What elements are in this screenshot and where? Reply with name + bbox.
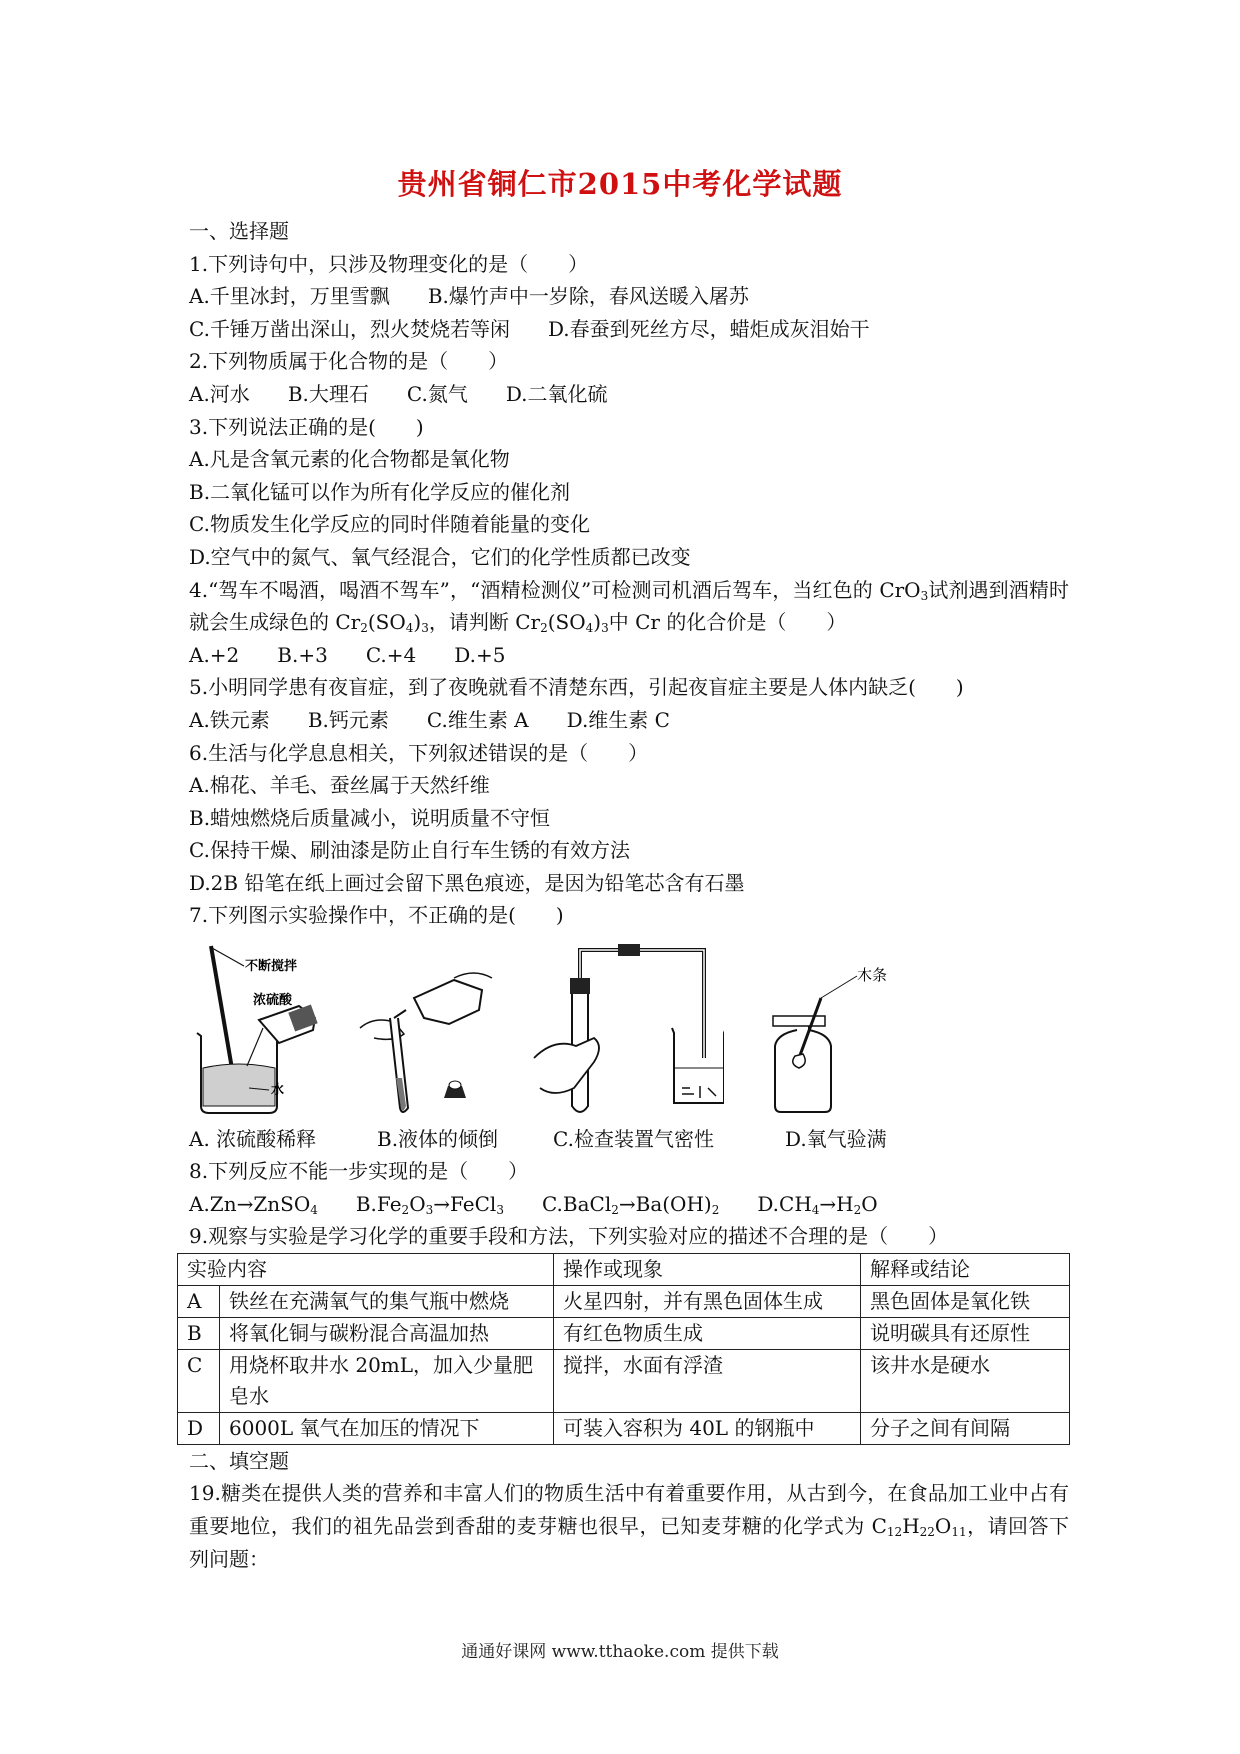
question-5-stem: 5.小明同学患有夜盲症，到了夜晚就看不清楚东西，引起夜盲症主要是人体内缺乏( ) <box>189 675 964 700</box>
header-phenomenon: 操作或现象 <box>554 1253 861 1285</box>
option-d: D.2B 铅笔在纸上画过会留下黑色痕迹，是因为铅笔芯含有石墨 <box>189 870 745 895</box>
table-row: B 将氧化铜与碳粉混合高温加热 有红色物质生成 说明碳具有还原性 <box>178 1317 1070 1349</box>
section-heading: 二、填空题 <box>189 1448 289 1473</box>
question-1-options-cd <box>189 313 1069 346</box>
option-a: A.棉花、羊毛、蚕丝属于天然纤维 <box>189 773 490 798</box>
option-b: $B.Fe_2O_3\to FeCl_3$ <box>355 1191 504 1217</box>
option-b: B.大理石 <box>287 381 369 406</box>
page-footer: 通通好课网 www.tthaoke.com 提供下载 <box>461 1642 779 1662</box>
question-7-stem: 7.下列图示实验操作中，不正确的是( ) <box>189 903 564 928</box>
airtightness-check-figure <box>524 938 724 1123</box>
question-8-stem: 8.下列反应不能一步实现的是（ ） <box>189 1159 529 1184</box>
question-8-options <box>189 1188 1069 1221</box>
option-a: A.千里冰封，万里雪飘 <box>189 284 390 309</box>
option-a: A.凡是含氧元素的化合物都是氧化物 <box>189 447 510 472</box>
question-9-stem: 9.观察与实验是学习化学的重要手段和方法，下列实验对应的描述不合理的是（ ） <box>189 1224 949 1249</box>
option-c: C.检查装置气密性 <box>553 1127 714 1152</box>
question-2-options <box>189 378 1069 411</box>
option-b: B.二氧化锰可以作为所有化学反应的催化剂 <box>189 479 571 504</box>
stir-label: 不断搅拌 <box>245 959 298 975</box>
option-a: A.+2 <box>189 642 240 667</box>
exam-body <box>189 215 1069 1575</box>
table-header-row <box>178 1253 1070 1285</box>
question-3-stem: 3.下列说法正确的是( ) <box>189 414 424 439</box>
option-d: D.空气中的氮气、氧气经混合，它们的化学性质都已改变 <box>189 544 691 569</box>
option-a: A.Zn→ZnSO$_4$ <box>189 1191 318 1217</box>
option-d: $D.CH_4\to H_2O$ <box>757 1191 878 1217</box>
option-a: A. 浓硫酸稀释 <box>189 1127 317 1152</box>
option-c: C.+4 <box>365 642 417 667</box>
table-row: C 用烧杯取井水 20mL，加入少量肥皂水 搅拌，水面有浮渣 该井水是硬水 <box>178 1349 1070 1412</box>
section-heading: 一、选择题 <box>189 219 289 243</box>
option-b: B.液体的倾倒 <box>377 1127 499 1152</box>
option-c: C.保持干燥、刷油漆是防止自行车生锈的有效方法 <box>189 838 630 863</box>
option-d: D.+5 <box>454 642 506 667</box>
option-b: B.蜡烛燃烧后质量减小，说明质量不守恒 <box>189 805 551 830</box>
option-b: B.+3 <box>277 642 328 667</box>
option-c: C.物质发生化学反应的同时伴随着能量的变化 <box>189 512 590 537</box>
question-4-options <box>189 639 1069 672</box>
option-c: C.千锤万凿出深山，烈火焚烧若等闲 <box>189 316 510 341</box>
option-b: B.爆竹声中一岁除，春风送暖入屠苏 <box>427 284 749 309</box>
table-row: D 6000L 氧气在加压的情况下 可装入容积为 40L 的钢瓶中 分子之间有间隔 <box>178 1412 1070 1444</box>
option-d: D.春蚕到死丝方尽，蜡炬成灰泪始干 <box>547 316 870 341</box>
question-1-stem: 1.下列诗句中，只涉及物理变化的是（ ） <box>189 251 589 276</box>
stick-label: 木条 <box>857 966 888 985</box>
question-1-options-ab <box>189 280 1069 313</box>
option-c: C.氮气 <box>406 381 468 406</box>
oxygen-test-figure <box>769 938 919 1123</box>
header-content: 实验内容 <box>178 1253 554 1285</box>
question-6-stem: 6.生活与化学息息相关，下列叙述错误的是（ ） <box>189 740 649 765</box>
acid-label: 浓硫酸 <box>253 993 293 1009</box>
question-2-stem: 2.下列物质属于化合物的是（ ） <box>189 349 509 374</box>
question-4-stem: 4.“驾车不喝酒，喝酒不驾车”，“酒精检测仪”可检测司机酒后驾车，当红色的 CrO$_3$试剂遇到酒精时就会生成绿色的 $Cr_2(SO_4)_3$，请判断 $Cr_2(SO_4)_3$中 Cr 的化合价是（ ） <box>189 577 1069 636</box>
option-b: B.钙元素 <box>307 707 389 732</box>
option-a: A.铁元素 <box>189 707 270 732</box>
experiment-table <box>177 1253 1070 1445</box>
liquid-pouring-figure <box>354 938 494 1123</box>
page-title: 贵州省铜仁市2015中考化学试题 <box>397 167 843 201</box>
acid-dilution-figure <box>189 938 339 1123</box>
figure-captions <box>189 1123 1069 1155</box>
option-d: D.维生素 C <box>566 707 670 732</box>
option-a: A.河水 <box>189 381 250 406</box>
lab-figures <box>189 938 1069 1123</box>
option-c: $C.BaCl_2\to Ba(OH)_2$ <box>541 1191 720 1217</box>
option-d: D.二氧化硫 <box>505 381 608 406</box>
question-5-options <box>189 704 1069 737</box>
table-row: A 铁丝在充满氧气的集气瓶中燃烧 火星四射，并有黑色固体生成 黑色固体是氧化铁 <box>178 1285 1070 1317</box>
header-conclusion: 解释或结论 <box>861 1253 1070 1285</box>
option-c: C.维生素 A <box>426 707 529 732</box>
option-d: D.氧气验满 <box>785 1127 887 1152</box>
question-19-stem: 19.糖类在提供人类的营养和丰富人们的物质生活中有着重要作用，从古到今，在食品加工业中占有重要地位，我们的祖先品尝到香甜的麦芽糖也很早，已知麦芽糖的化学式为 $C_{12}H_{22}O_{11}$，请回答下列问题： <box>189 1481 1069 1571</box>
water-label: 水 <box>271 1083 285 1099</box>
